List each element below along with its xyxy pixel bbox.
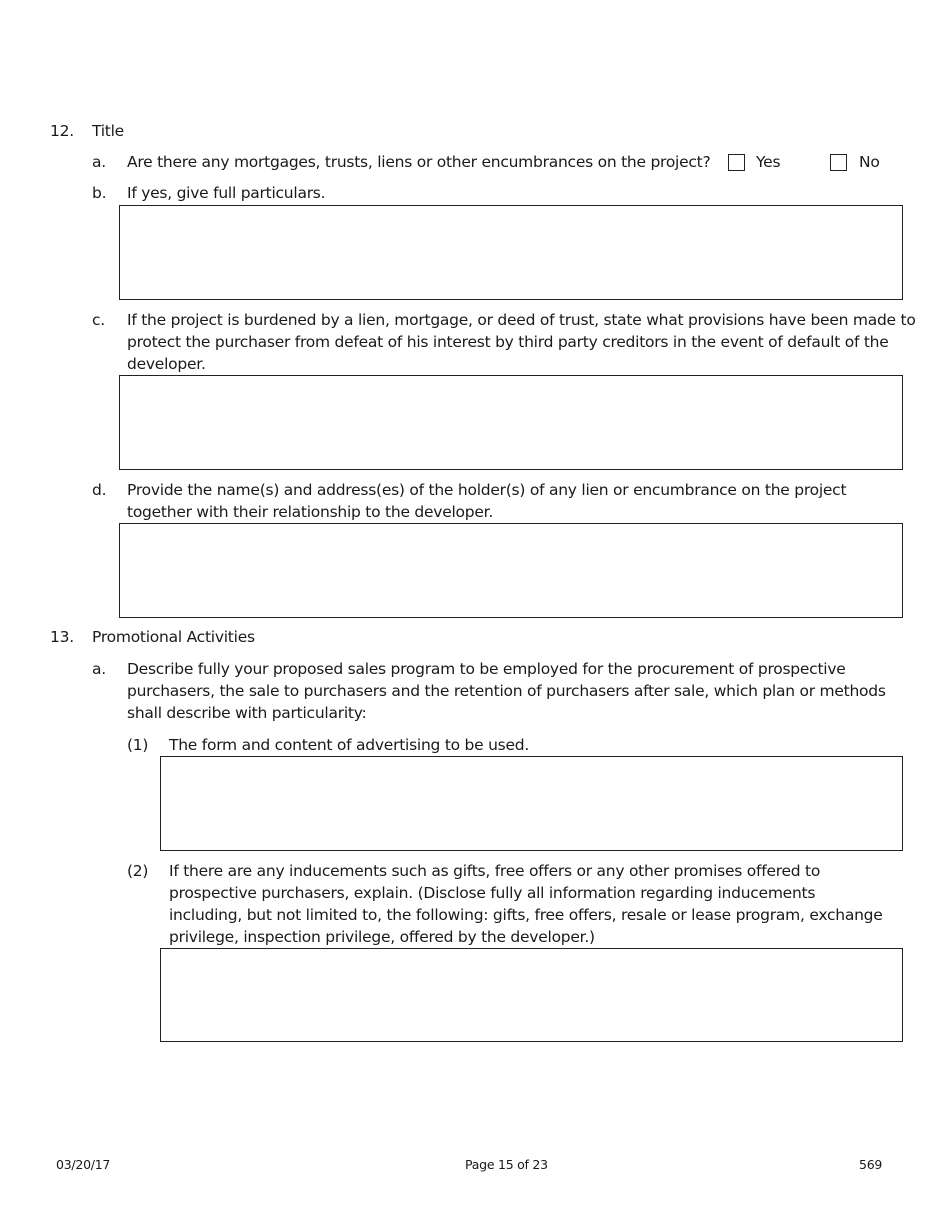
purchaser-protection-textbox[interactable] (119, 375, 903, 470)
section-13-title: Promotional Activities (92, 628, 255, 646)
item-12c-text-line: If the project is burdened by a lien, mortgage, or deed of trust, state what provisions have been made to (127, 311, 916, 329)
lien-holders-textbox[interactable] (119, 523, 903, 618)
item-13a-marker: a. (92, 660, 106, 678)
item-13a-text-line: Describe fully your proposed sales program to be employed for the procurement of prospective (127, 660, 846, 678)
yes-label: Yes (756, 153, 781, 171)
item-12a-question: Are there any mortgages, trusts, liens or other encumbrances on the project? (127, 153, 711, 171)
section-12-number: 12. (50, 122, 74, 140)
item-13a2-text-line: prospective purchasers, explain. (Disclose fully all information regarding inducements (169, 884, 816, 902)
item-12b-text: If yes, give full particulars. (127, 184, 326, 202)
item-12d-text-line: Provide the name(s) and address(es) of the holder(s) of any lien or encumbrance on the project (127, 481, 847, 499)
section-13-number: 13. (50, 628, 74, 646)
advertising-textbox[interactable] (160, 756, 903, 851)
particulars-textbox[interactable] (119, 205, 903, 300)
item-12a-marker: a. (92, 153, 106, 171)
item-13a1-text: The form and content of advertising to be used. (169, 736, 530, 754)
no-checkbox[interactable] (830, 154, 847, 171)
item-13a2-text-line: If there are any inducements such as gifts, free offers or any other promises offered to (169, 862, 821, 880)
no-label: No (859, 153, 880, 171)
item-13a2-text-line: including, but not limited to, the following: gifts, free offers, resale or lease program, exchange (169, 906, 883, 924)
inducements-textbox[interactable] (160, 948, 903, 1042)
item-13a-text-line: purchasers, the sale to purchasers and the retention of purchasers after sale, which plan or methods (127, 682, 886, 700)
item-13a2-text-line: privilege, inspection privilege, offered by the developer.) (169, 928, 595, 946)
item-12d-text-line: together with their relationship to the developer. (127, 503, 494, 521)
footer-form-number: 569 (859, 1157, 883, 1172)
item-13a-text-line: shall describe with particularity: (127, 704, 367, 722)
yes-checkbox[interactable] (728, 154, 745, 171)
item-12c-text-line: protect the purchaser from defeat of his interest by third party creditors in the event of default of the (127, 333, 889, 351)
item-13a2-marker: (2) (127, 862, 149, 880)
section-12-title: Title (92, 122, 124, 140)
item-12c-marker: c. (92, 311, 105, 329)
item-12c-text-line: developer. (127, 355, 206, 373)
item-12b-marker: b. (92, 184, 107, 202)
item-12d-marker: d. (92, 481, 107, 499)
footer-date: 03/20/17 (56, 1157, 111, 1172)
item-13a1-marker: (1) (127, 736, 149, 754)
footer-page-number: Page 15 of 23 (465, 1157, 548, 1172)
